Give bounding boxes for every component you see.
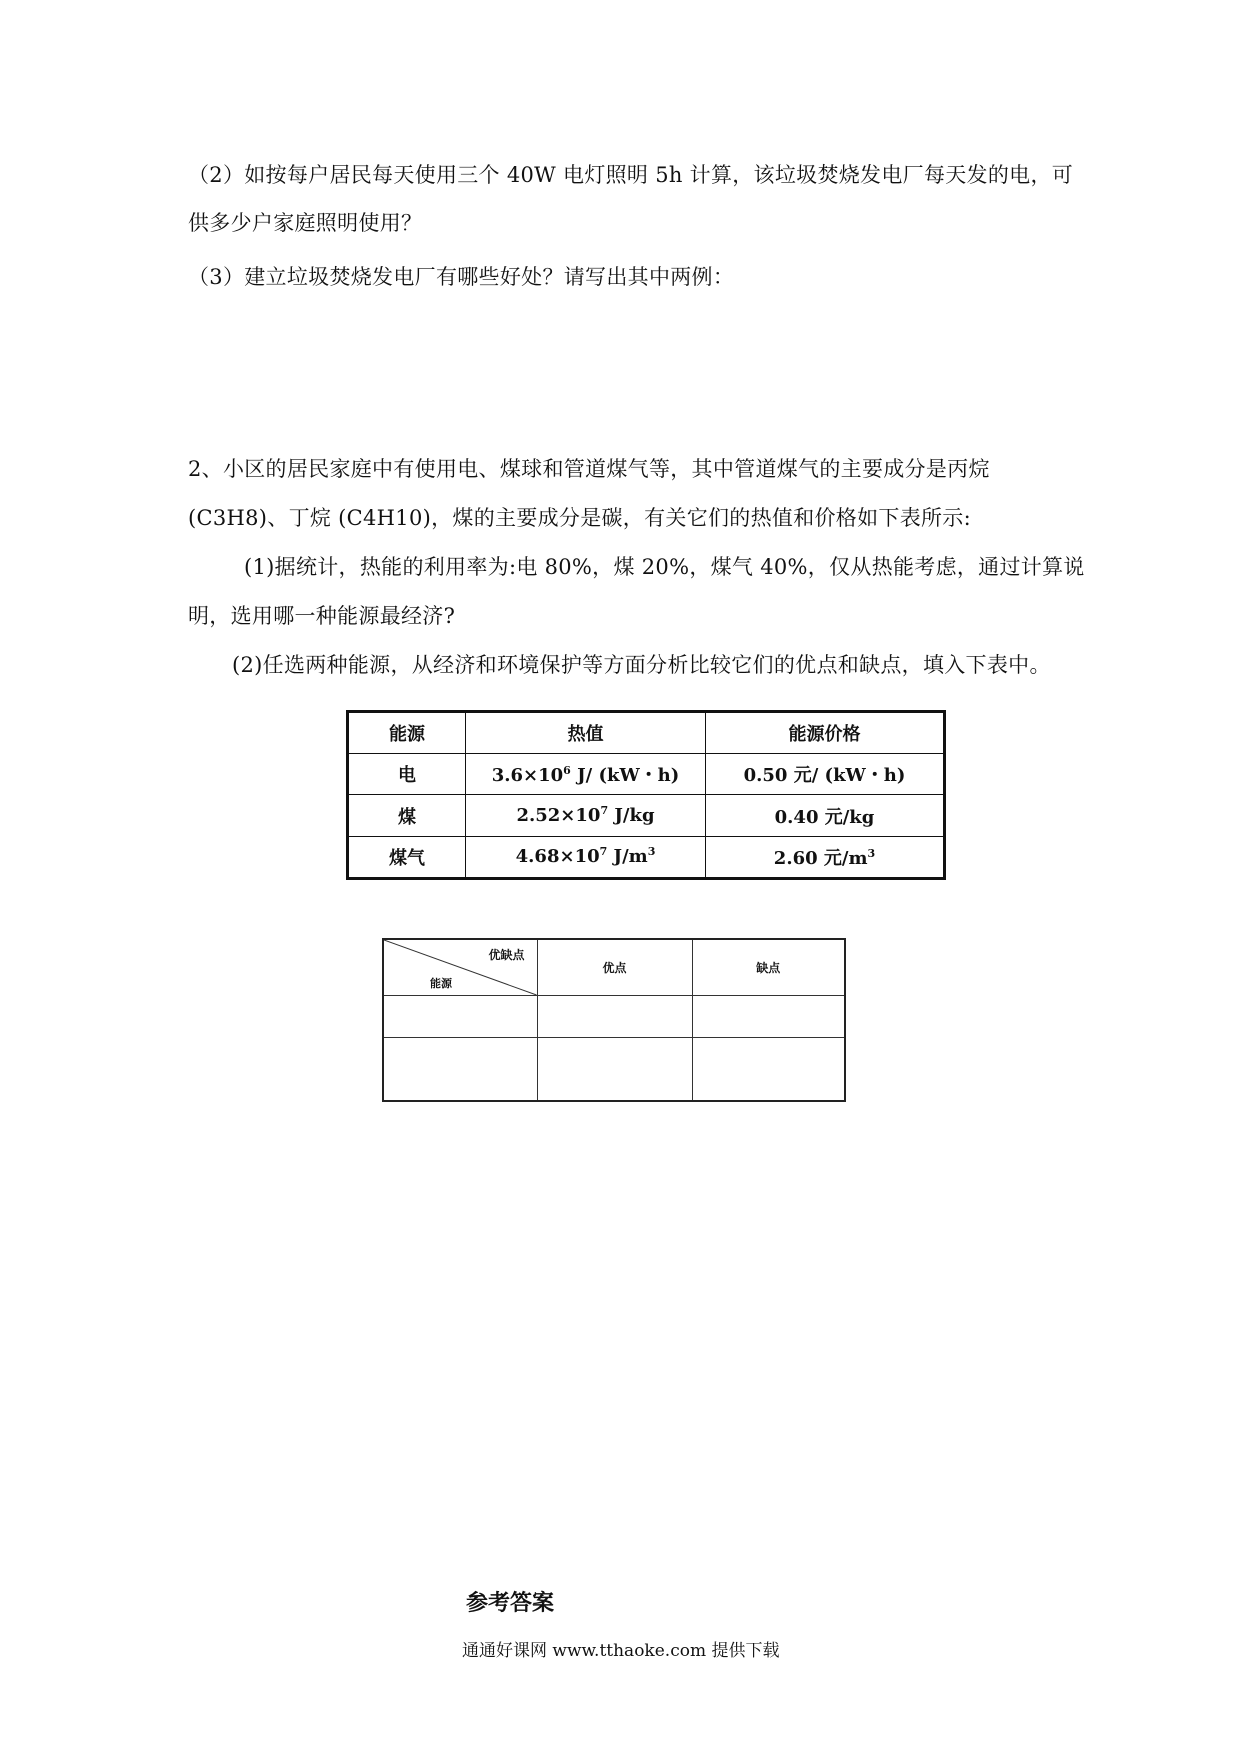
footer-source: 通通好课网 www.tthaoke.com 提供下载	[462, 1641, 780, 1661]
blank-cell[interactable]	[537, 996, 692, 1038]
q2-sub1-line1: (1)据统计，热能的利用率为:电 80%，煤 20%，煤气 40%，仅从热能考虑，通过计算说	[244, 555, 1085, 579]
header-source: 能源	[348, 712, 466, 754]
row-price: 0.50 元/ (kW・h)	[706, 754, 945, 795]
q1-part2-line1: （2）如按每户居民每天使用三个 40W 电灯照明 5h 计算，该垃圾焚烧发电厂每天发的电，可	[188, 163, 1074, 187]
table-row	[348, 754, 945, 795]
row-heat: $3.6\times 10^6$ J/ (kW・h)	[466, 754, 706, 795]
table-row	[383, 996, 845, 1038]
row-price: 2.60 元$/m^3$	[706, 836, 945, 878]
energy-table-header	[348, 712, 945, 754]
q2-line1: 2、小区的居民家庭中有使用电、煤球和管道煤气等，其中管道煤气的主要成分是丙烷	[188, 457, 990, 481]
q2-sub2: (2)任选两种能源，从经济和环境保护等方面分析比较它们的优点和缺点，填入下表中。	[232, 653, 1051, 677]
header-cons: 缺点	[692, 939, 845, 996]
q2-sub1-line2: 明，选用哪一种能源最经济?	[188, 604, 456, 628]
row-source: 煤气	[348, 836, 466, 878]
blank-cell[interactable]	[692, 1038, 845, 1101]
q1-part3: （3）建立垃圾焚烧发电厂有哪些好处？请写出其中两例：	[188, 265, 735, 289]
q2-line2: (C3H8)、丁烷 (C4H10)，煤的主要成分是碳，有关它们的热值和价格如下表所示:	[188, 506, 971, 530]
blank-cell[interactable]	[692, 996, 845, 1038]
row-source: 煤	[348, 795, 466, 836]
comparison-table	[382, 938, 846, 1102]
row-heat: $4.68\times 10^7$ $J/m^3$	[466, 836, 706, 878]
corner-cell	[383, 939, 537, 996]
header-price: 能源价格	[706, 712, 945, 754]
corner-top-label: 优缺点	[488, 948, 525, 962]
blank-cell[interactable]	[383, 1038, 537, 1101]
q1-part2-line2: 供多少户家庭照明使用？	[188, 211, 423, 235]
energy-table	[346, 710, 946, 880]
corner-bottom-label: 能源	[430, 977, 452, 990]
blank-cell[interactable]	[537, 1038, 692, 1101]
answer-title: 参考答案	[466, 1591, 555, 1616]
row-heat: $2.52\times 10^7$ J/kg	[466, 795, 706, 836]
table-row	[348, 836, 945, 878]
header-heat: 热值	[466, 712, 706, 754]
comparison-header	[383, 939, 845, 996]
table-row	[348, 795, 945, 836]
header-pros: 优点	[537, 939, 692, 996]
row-source: 电	[348, 754, 466, 795]
blank-cell[interactable]	[383, 996, 537, 1038]
table-row	[383, 1038, 845, 1101]
row-price: 0.40 元/kg	[706, 795, 945, 836]
